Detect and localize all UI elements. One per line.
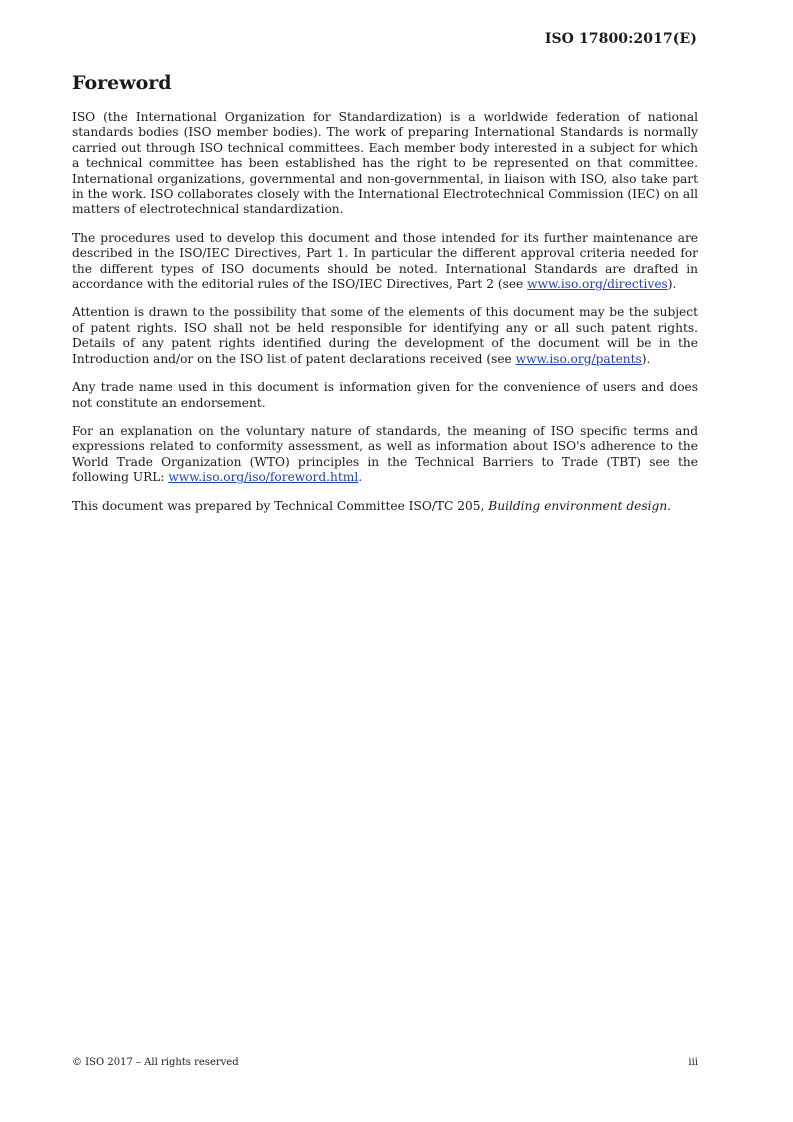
paragraph-voluntary-end: . (358, 470, 363, 485)
paragraph-iso-overview: ISO (the International Organization for Standardization) is a worldwide federation of national standards bodies (ISO member bodies). The work of preparing International Standards is normally carried out through ISO technical committees. Each member body interested in a subject for which a technical committee has been established has the right to be represented on that committee. International organizations, governmental and non-governmental, in liaison with ISO, also take part in the work. ISO collaborates closely with the International Electrotechnical Commission (IEC) on all matters of electrotechnical standardization. (72, 110, 698, 217)
paragraph-committee-text: This document was prepared by Technical Committee ISO/TC 205, (72, 498, 489, 513)
footer-page-number: iii (688, 1057, 698, 1068)
paragraph-patents (72, 305, 698, 367)
paragraph-committee (72, 499, 698, 514)
paragraph-procedures (72, 231, 698, 293)
committee-title: Building environment design. (488, 498, 672, 513)
document-id: ISO 17800:2017(E) (544, 31, 697, 47)
foreword-link[interactable]: www.iso.org/iso/foreword.html (168, 470, 359, 485)
directives-link[interactable]: www.iso.org/directives (527, 277, 668, 292)
paragraph-voluntary-text: For an explanation on the voluntary nature of standards, the meaning of ISO specific terms and expressions related to conformity assessment, as well as information about ISO's adherence to the World Trade Organization (WTO) principles in the Technical Barriers to Trade (TBT) see the following URL: (72, 423, 698, 485)
paragraph-voluntary-nature (72, 424, 698, 486)
page-title: Foreword (72, 72, 172, 94)
paragraph-trade-name: Any trade name used in this document is information given for the convenience of users and does not constitute an endorsement. (72, 380, 698, 410)
foreword-body (72, 110, 698, 527)
footer-copyright: © ISO 2017 – All rights reserved (72, 1057, 239, 1068)
paragraph-patents-text: Attention is drawn to the possibility that some of the elements of this document may be the subject of patent rights. ISO shall not be held responsible for identifying any or all such patent rights. Details of any patent rights identified during the development of the document will be in the Introduction and/or on the ISO list of patent declarations received (see (72, 305, 698, 366)
patents-link[interactable]: www.iso.org/patents (515, 351, 642, 366)
paragraph-procedures-text: The procedures used to develop this document and those intended for its further maintenance are described in the ISO/IEC Directives, Part 1. In particular the different approval criteria needed for the different types of ISO documents should be noted. International Standards are drafted in accordance with the editorial rules of the ISO/IEC Directives, Part 2 (see (72, 230, 698, 292)
paragraph-procedures-end: ). (667, 277, 677, 292)
paragraph-patents-end: ). (641, 351, 651, 366)
